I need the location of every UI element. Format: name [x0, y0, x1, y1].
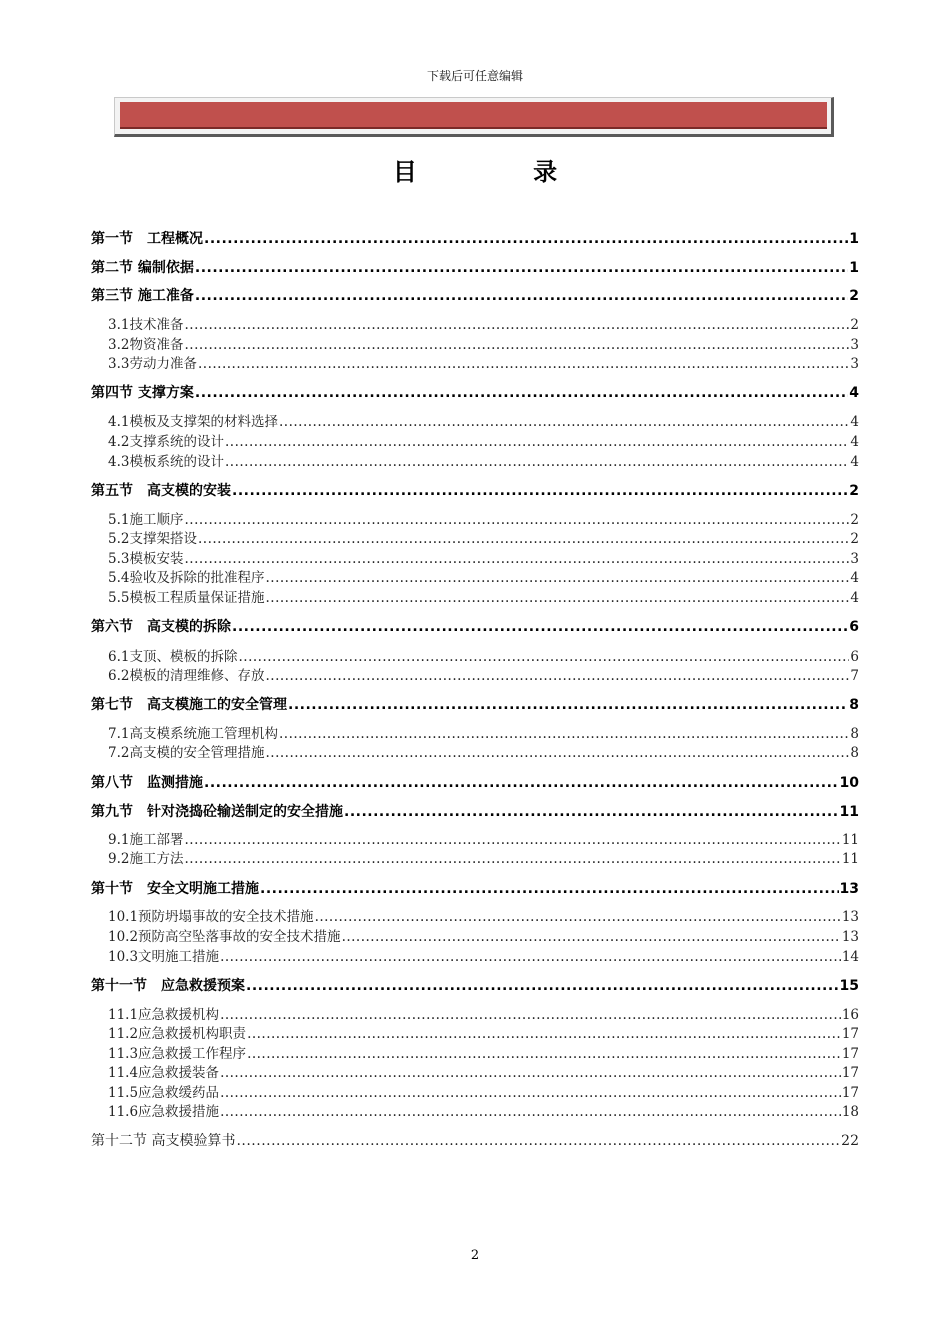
toc-entry[interactable]	[91, 353, 859, 373]
toc-entry-label: 6.2模板的清理维修、存放	[108, 668, 265, 684]
toc-dot-leader	[265, 667, 849, 685]
toc-entry-label: 5.3模板安装	[108, 551, 184, 567]
toc-entry[interactable]	[91, 1023, 859, 1043]
toc-entry-label: 11.2应急救援机构职责	[108, 1026, 247, 1042]
toc-entry-page: 11	[841, 832, 859, 848]
toc-entry[interactable]	[91, 848, 859, 868]
toc-entry[interactable]	[91, 285, 859, 305]
toc-entry-page: 7	[850, 668, 859, 684]
toc-entry[interactable]	[91, 1043, 859, 1063]
toc-entry-page: 1	[849, 231, 859, 247]
toc-entry[interactable]	[91, 906, 859, 926]
toc-dot-leader	[220, 1006, 841, 1024]
toc-entry-label: 7.2高支模的安全管理措施	[108, 745, 265, 761]
toc-entry-page: 17	[841, 1046, 859, 1062]
toc-entry-page: 3	[850, 337, 859, 353]
toc-entry-page: 3	[850, 356, 859, 372]
toc-entry-label: 第四节 支撑方案	[91, 385, 194, 401]
toc-entry-page: 4	[850, 434, 859, 450]
toc-entry-label: 第二节 编制依据	[91, 260, 194, 276]
toc-entry-page: 2	[849, 483, 859, 499]
toc-entry-page: 14	[841, 949, 859, 965]
toc-dot-leader	[279, 725, 849, 743]
toc-dot-leader	[220, 1103, 841, 1121]
toc-entry-page: 17	[841, 1085, 859, 1101]
toc-dot-leader	[195, 287, 848, 305]
toc-dot-leader	[184, 336, 849, 354]
toc-entry[interactable]	[91, 382, 859, 402]
toc-entry-page: 13	[841, 909, 859, 925]
toc-entry[interactable]	[91, 946, 859, 966]
toc-entry[interactable]	[91, 742, 859, 762]
toc-entry-label: 11.1应急救援机构	[108, 1007, 220, 1023]
toc-dot-leader	[247, 1025, 841, 1043]
toc-entry-label: 第八节 监测措施	[91, 775, 203, 791]
toc-entry-label: 5.1施工顺序	[108, 512, 184, 528]
toc-entry-page: 13	[839, 881, 859, 897]
toc-entry-page: 10	[839, 775, 859, 791]
toc-entry-page: 17	[841, 1026, 859, 1042]
toc-entry-page: 11	[839, 804, 859, 820]
toc-dot-leader	[184, 831, 840, 849]
toc-entry-page: 22	[841, 1133, 859, 1149]
toc-dot-leader	[265, 744, 849, 762]
toc-entry[interactable]	[91, 801, 859, 821]
title-banner	[114, 97, 834, 137]
toc-dot-leader	[279, 413, 849, 431]
toc-dot-leader	[246, 977, 839, 995]
toc-dot-leader	[204, 230, 848, 248]
toc-dot-leader	[184, 550, 849, 568]
toc-entry-page: 6	[850, 649, 859, 665]
toc-dot-leader	[184, 316, 849, 334]
toc-dot-leader	[265, 569, 849, 587]
toc-entry-label: 第五节 高支模的安装	[91, 483, 231, 499]
toc-entry-label: 6.1支顶、模板的拆除	[108, 649, 238, 665]
toc-entry[interactable]	[91, 616, 859, 636]
toc-dot-leader	[184, 511, 849, 529]
toc-entry-page: 4	[850, 590, 859, 606]
toc-entry-label: 3.2物资准备	[108, 337, 184, 353]
toc-entry[interactable]	[91, 878, 859, 898]
toc-entry-page: 8	[849, 697, 859, 713]
toc-entry-label: 5.2支撑架搭设	[108, 531, 197, 547]
toc-entry-label: 3.1技术准备	[108, 317, 184, 333]
toc-entry-label: 11.5应急救缓药品	[108, 1085, 220, 1101]
toc-entry-label: 11.4应急救援装备	[108, 1065, 220, 1081]
toc-entry-label: 9.1施工部署	[108, 832, 184, 848]
toc-entry-page: 2	[849, 288, 859, 304]
toc-entry-label: 5.4验收及拆除的批准程序	[108, 570, 265, 586]
toc-entry-label: 4.1模板及支撑架的材料选择	[108, 414, 278, 430]
toc-entry[interactable]	[91, 480, 859, 500]
toc-dot-leader	[236, 1132, 840, 1150]
toc-entry-page: 15	[839, 978, 859, 994]
title-banner-fill	[120, 102, 827, 129]
toc-dot-leader	[195, 259, 848, 277]
toc-entry-label: 第七节 高支模施工的安全管理	[91, 697, 287, 713]
toc-dot-leader	[232, 618, 848, 636]
toc-entry[interactable]	[91, 926, 859, 946]
toc-title: 目 录	[392, 158, 612, 186]
toc-dot-leader	[198, 530, 849, 548]
toc-entry-page: 2	[850, 317, 859, 333]
toc-entry-label: 第九节 针对浇捣砼输送制定的安全措施	[91, 804, 343, 820]
toc-dot-leader	[315, 908, 841, 926]
toc-entry[interactable]	[91, 528, 859, 548]
toc-entry-page: 17	[841, 1065, 859, 1081]
toc-entry[interactable]	[91, 646, 859, 666]
toc-entry-label: 11.3应急救援工作程序	[108, 1046, 247, 1062]
toc-entry[interactable]	[91, 1130, 859, 1150]
toc-entry-page: 11	[841, 851, 859, 867]
toc-dot-leader	[225, 453, 849, 471]
toc-dot-leader	[247, 1045, 841, 1063]
toc-entry-page: 4	[850, 454, 859, 470]
toc-entry-label: 9.2施工方法	[108, 851, 184, 867]
toc-dot-leader	[195, 384, 848, 402]
toc-dot-leader	[232, 482, 848, 500]
toc-entry-label: 4.2支撑系统的设计	[108, 434, 224, 450]
toc-entry-page: 2	[850, 531, 859, 547]
toc-dot-leader	[220, 948, 841, 966]
toc-entry[interactable]	[91, 509, 859, 529]
toc-entry[interactable]	[91, 1004, 859, 1024]
toc-dot-leader	[198, 355, 849, 373]
toc-dot-leader	[204, 774, 839, 792]
toc-dot-leader	[342, 928, 841, 946]
toc-entry-label: 10.3文明施工措施	[108, 949, 220, 965]
header-note: 下载后可任意编辑	[426, 69, 523, 83]
page-number: 2	[470, 1248, 480, 1263]
toc-entry-label: 第一节 工程概况	[91, 231, 203, 247]
toc-entry-label: 第十二节 高支模验算书	[91, 1133, 236, 1149]
toc-entry-page: 18	[841, 1104, 859, 1120]
toc-entry-label: 第三节 施工准备	[91, 288, 194, 304]
toc-entry-label: 5.5模板工程质量保证措施	[108, 590, 265, 606]
toc-entry-label: 第六节 高支模的拆除	[91, 619, 231, 635]
toc-entry[interactable]	[91, 548, 859, 568]
toc-entry-page: 2	[850, 512, 859, 528]
toc-entry[interactable]	[91, 334, 859, 354]
toc-dot-leader	[225, 433, 849, 451]
toc-entry-label: 4.3模板系统的设计	[108, 454, 224, 470]
toc-entry[interactable]	[91, 829, 859, 849]
toc-entry-label: 第十节 安全文明施工措施	[91, 881, 259, 897]
toc-entry[interactable]	[91, 257, 859, 277]
toc-entry-page: 6	[849, 619, 859, 635]
toc-dot-leader	[238, 648, 849, 666]
toc-dot-leader	[260, 880, 839, 898]
toc-entry[interactable]	[91, 411, 859, 431]
toc-entry-label: 3.3劳动力准备	[108, 356, 197, 372]
toc-entry[interactable]	[91, 228, 859, 248]
toc-dot-leader	[288, 696, 848, 714]
toc-entry-page: 3	[850, 551, 859, 567]
toc-dot-leader	[184, 850, 840, 868]
toc-dot-leader	[265, 589, 849, 607]
toc-entry-label: 11.6应急救援措施	[108, 1104, 220, 1120]
toc-entry[interactable]	[91, 587, 859, 607]
toc-entry[interactable]	[91, 451, 859, 471]
toc-entry-page: 4	[850, 570, 859, 586]
toc-entry[interactable]	[91, 665, 859, 685]
toc-entry[interactable]	[91, 314, 859, 334]
toc-entry-page: 4	[850, 414, 859, 430]
toc-entry-label: 10.2预防高空坠落事故的安全技术措施	[108, 929, 341, 945]
toc-entry[interactable]	[91, 567, 859, 587]
toc-entry[interactable]	[91, 431, 859, 451]
toc-dot-leader	[220, 1084, 841, 1102]
toc-entry-label: 7.1高支模系统施工管理机构	[108, 726, 278, 742]
toc-entry-page: 1	[849, 260, 859, 276]
toc-entry-label: 10.1预防坍塌事故的安全技术措施	[108, 909, 314, 925]
toc-entry-page: 16	[841, 1007, 859, 1023]
toc-entry[interactable]	[91, 723, 859, 743]
toc-entry[interactable]	[91, 772, 859, 792]
toc-entry-page: 8	[850, 745, 859, 761]
toc-dot-leader	[344, 803, 839, 821]
toc-entry-page: 4	[849, 385, 859, 401]
toc-entry[interactable]	[91, 1062, 859, 1082]
toc-entry[interactable]	[91, 975, 859, 995]
toc-entry-page: 8	[850, 726, 859, 742]
toc-entry[interactable]	[91, 694, 859, 714]
toc-entry-page: 13	[841, 929, 859, 945]
toc-entry-label: 第十一节 应急救援预案	[91, 978, 245, 994]
toc-entry[interactable]	[91, 1082, 859, 1102]
toc-entry[interactable]	[91, 1101, 859, 1121]
toc-dot-leader	[220, 1064, 841, 1082]
